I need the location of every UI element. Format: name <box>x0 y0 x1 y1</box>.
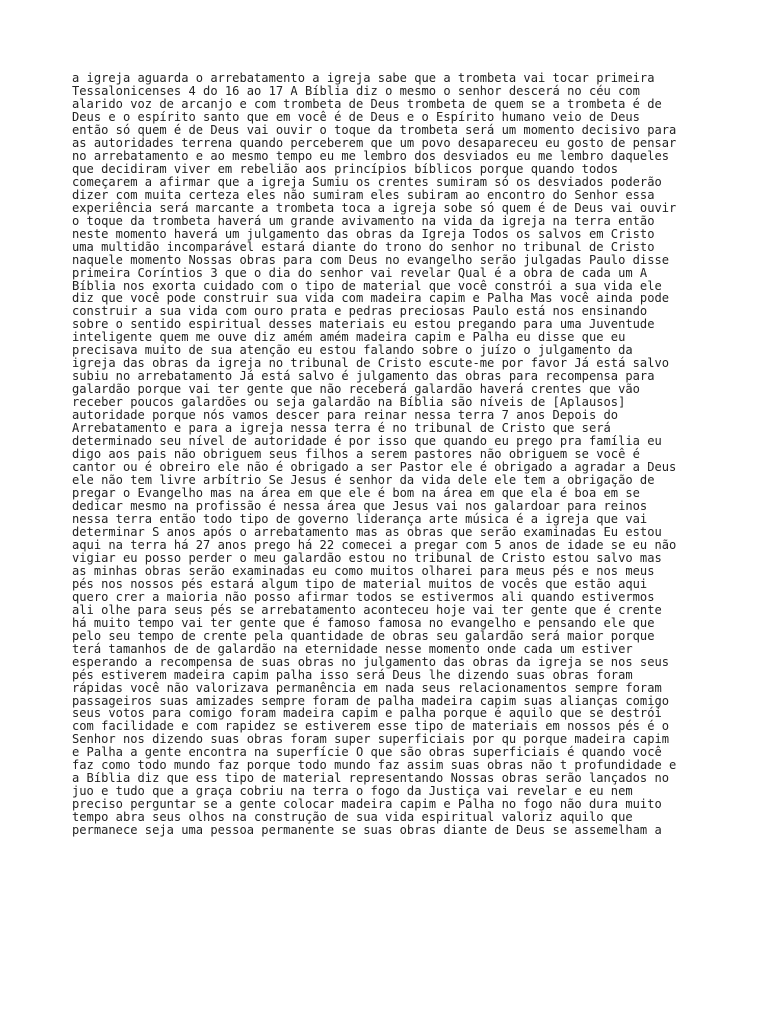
text-line: autoridade porque nós vamos descer para reinar nessa terra 7 anos Depois do <box>72 408 619 423</box>
text-line: dedicar mesmo na profissão é nessa área que Jesus vai nos galardoar para reinos <box>72 498 648 513</box>
text-line: determinar S anos após o arrebatamento mas as obras que serão examinadas Eu estou <box>72 524 662 539</box>
text-line: com facilidade e com rapidez se estiverem esse tipo de materiais em nossos pés é o <box>72 719 670 734</box>
text-line: a igreja aguarda o arrebatamento a igreja sabe que a trombeta vai tocar primeira <box>72 71 655 85</box>
text-line: pés nos nossos pés estará algum tipo de material muitos de vocês que estão aqui <box>72 576 648 591</box>
text-line: vigiar eu posso perder o meu galardão estou no tribunal de Cristo estou salvo mas <box>72 550 662 565</box>
text-line: experiência será marcante a trombeta toca a igreja sobe só quem é de Deus vai ouvir <box>72 200 677 215</box>
text-line: digo aos pais não obriguem seus filhos a serem pastores não obriguem se você é <box>72 447 640 462</box>
text-line: dizer com muita certeza eles não sumiram eles subiram ao encontro do Senhor essa <box>72 187 655 202</box>
text-line: as autoridades terrena quando perceberem que um povo desapareceu eu gosto de pensar <box>72 135 677 150</box>
text-line: Arrebatamento e para a igreja nessa terra é no tribunal de Cristo que será <box>72 421 611 436</box>
text-line: esperando a recompensa de suas obras no julgamento das obras da igreja se nos seus <box>72 654 670 669</box>
text-line: então só quem é de Deus vai ouvir o toque da trombeta será um momento decisivo para <box>72 122 677 137</box>
text-line: neste momento haverá um julgamento das obras da Igreja Todos os salvos em Cristo <box>72 226 655 241</box>
text-line: igreja das obras da igreja no tribunal de Cristo escute-me por favor Já está salvo <box>72 356 670 371</box>
transcript-text <box>72 72 702 837</box>
text-line: no arrebatamento e ao mesmo tempo eu me lembro dos desviados eu me lembro daqueles <box>72 148 670 163</box>
text-line: diz que você pode construir sua vida com madeira capim e Palha Mas você ainda pode <box>72 291 670 306</box>
text-line: permanece seja uma pessoa permanente se suas obras diante de Deus se assemelham a <box>72 823 662 838</box>
text-line: juo e tudo que a graça cobriu na terra o fogo da Justiça vai revelar e eu nem <box>72 784 633 799</box>
text-line: as minhas obras serão examinadas eu como muitos olharei para meus pés e nos meus <box>72 563 655 578</box>
text-line: há muito tempo vai ter gente que é famoso famosa no evangelho e pensando ele que <box>72 615 655 630</box>
text-line: determinado seu nível de autoridade é por isso que quando eu prego pra família eu <box>72 434 662 449</box>
text-line: inteligente quem me ouve diz amém amém madeira capim e Palha eu disse que eu <box>72 330 626 345</box>
text-line: terá tamanhos de de galardão na eternidade nesse momento onde cada um estiver <box>72 641 633 656</box>
text-line: faz como todo mundo faz porque todo mundo faz assim suas obras não t profundidade e <box>72 758 677 773</box>
text-line: subiu no arrebatamento Já está salvo é julgamento das obras para recompensa para <box>72 369 655 384</box>
text-line: construir a sua vida com ouro prata e pedras preciosas Paulo está nos ensinando <box>72 304 648 319</box>
text-line: ali olhe para seus pés se arrebatamento aconteceu hoje vai ter gente que é crente <box>72 602 662 617</box>
text-line: pelo seu tempo de crente pela quantidade de obras seu galardão será maior porque <box>72 628 655 643</box>
text-line: Bíblia nos exorta cuidado com o tipo de material que você constrói a sua vida ele <box>72 278 662 293</box>
text-line: precisava muito de sua atenção eu estou falando sobre o juízo o julgamento da <box>72 343 633 358</box>
text-line: galardão porque vai ter gente que não receberá galardão haverá crentes que vão <box>72 382 640 397</box>
text-line: uma multidão incomparável estará diante do trono do senhor no tribunal de Cristo <box>72 239 655 254</box>
text-line: sobre o sentido espiritual desses materiais eu estou pregando para uma Juventude <box>72 317 655 332</box>
text-line: a Bíblia diz que ess tipo de material representando Nossas obras serão lançados no <box>72 771 670 786</box>
text-line: nessa terra então todo tipo de governo liderança arte música é a igreja que vai <box>72 511 648 526</box>
text-line: ele não tem livre arbítrio Se Jesus é senhor da vida dele ele tem a obrigação de <box>72 473 655 488</box>
text-line: aqui na terra há 27 anos prego há 22 comecei a pregar com 5 anos de idade se eu não <box>72 537 677 552</box>
text-line: preciso perguntar se a gente colocar madeira capim e Palha no fogo não dura muito <box>72 797 662 812</box>
text-line: Deus e o espírito santo que em você é de Deus e o Espírito humano veio de Deus <box>72 109 640 124</box>
text-line: quero crer a maioria não posso afirmar todos se estivermos ali quando estivermos <box>72 589 655 604</box>
text-line: que decidiram viver em rebelião aos princípios bíblicos porque quando todos <box>72 161 619 176</box>
text-line: e Palha a gente encontra na superfície O que são obras superficiais é quando você <box>72 745 662 760</box>
text-line: pregar o Evangelho mas na área em que ele é bom na área em que ela é boa em se <box>72 486 640 500</box>
text-line: receber poucos galardões ou seja galardão na Bíblia são níveis de [Aplausos] <box>72 395 626 410</box>
text-line: passageiros suas amizades sempre foram de palha madeira capim suas alianças comigo <box>72 693 670 708</box>
text-line: Senhor nos dizendo suas obras foram super superficiais por qu porque madeira capim <box>72 732 670 747</box>
text-line: pés estiverem madeira capim palha isso será Deus lhe dizendo suas obras foram <box>72 667 633 682</box>
text-line: rápidas você não valorizava permanência em nada seus relacionamentos sempre foram <box>72 680 662 695</box>
text-line: primeira Coríntios 3 que o dia do senhor vai revelar Qual é a obra de cada um A <box>72 265 648 280</box>
text-line: naquele momento Nossas obras para com Deus no evangelho serão julgadas Paulo disse <box>72 252 670 267</box>
text-line: alarido voz de arcanjo e com trombeta de Deus trombeta de quem se a trombeta é de <box>72 96 662 111</box>
text-line: Tessalonicenses 4 do 16 ao 17 A Bíblia diz o mesmo o senhor descerá no céu com <box>72 83 640 98</box>
text-line: cantor ou é obreiro ele não é obrigado a ser Pastor ele é obrigado a agradar a Deus <box>72 460 677 475</box>
text-line: tempo abra seus olhos na construção de sua vida espiritual valoriz aquilo que <box>72 810 633 825</box>
text-line: o toque da trombeta haverá um grande avivamento na vida da igreja na terra então <box>72 213 655 228</box>
text-line: começarem a afirmar que a igreja Sumiu os crentes sumiram só os desviados poderão <box>72 174 662 189</box>
text-line: seus votos para comigo foram madeira capim e palha porque é aquilo que se destrói <box>72 706 662 721</box>
